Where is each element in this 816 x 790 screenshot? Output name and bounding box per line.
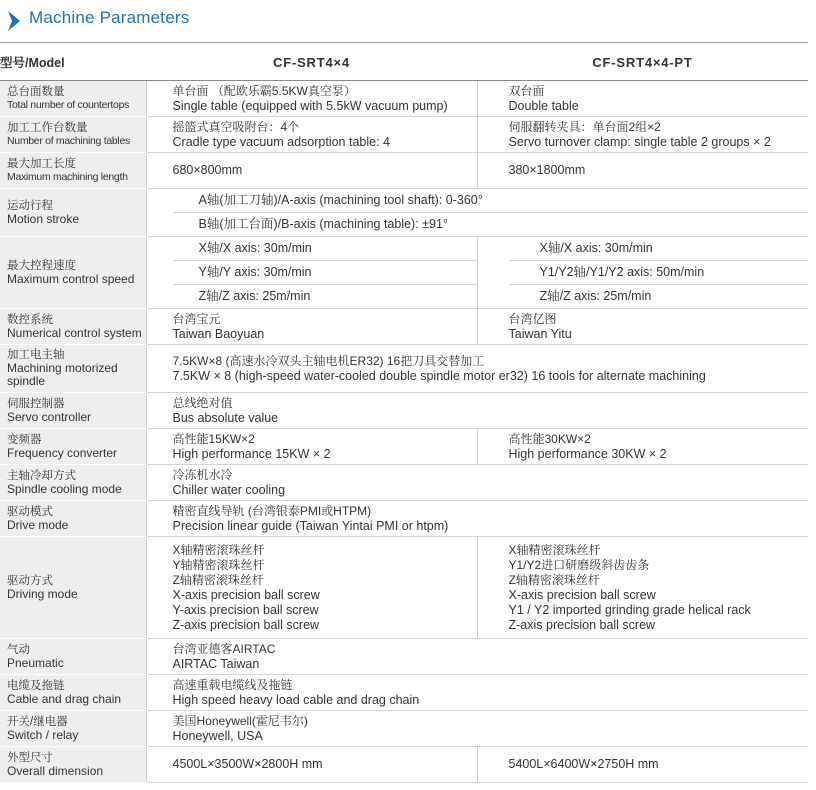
row-label: 开关/继电器 Switch / relay [0,711,146,747]
table-row [0,747,808,783]
row-value: A轴(加工刀轴)/A-axis (machining tool shaft): 0-360° B轴(加工台面)/B-axis (machining table): ±91° [146,189,808,237]
model-column-2: CF-SRT4×4-PT [477,44,808,81]
model-column-1: CF-SRT4×4 [146,44,477,81]
table-row [0,189,808,237]
row-value: 冷冻机水冷 Chiller water cooling [146,465,808,501]
table-row [0,153,808,189]
row-value: 高性能15KW×2 High performance 15KW × 2 [146,429,477,465]
table-row [0,345,808,393]
chevron-right-icon [7,10,21,32]
table-row [0,429,808,465]
row-label: 外型尺寸 Overall dimension [0,747,146,783]
row-label: 伺服控制器 Servo controller [0,393,146,429]
table-row [0,465,808,501]
row-value: X轴精密滚珠丝杆 Y1/Y2进口研磨级斜齿齿条 Z轴精密滚珠丝杆 X-axis precision ball screw Y1 / Y2 imported grinding grade helical rack Z-axis precision ball screw [477,537,808,639]
row-label: 总台面数量 Total number of countertops [0,81,146,117]
table-row [0,81,808,117]
row-value: 高性能30KW×2 High performance 30KW × 2 [477,429,808,465]
row-value: X轴/X axis: 30m/min Y轴/Y axis: 30m/min Z轴/Z axis: 25m/min [146,237,477,309]
row-label: 运动行程 Motion stroke [0,189,146,237]
table-row [0,501,808,537]
row-value: 7.5KW×8 (高速水冷双头主轴电机ER32) 16把刀具交替加工 7.5KW × 8 (high-speed water-cooled double spindle motor er32) 16 tools for alternate machining [146,345,808,393]
table-row [0,237,808,309]
row-value: 380×1800mm [477,153,808,189]
model-label: 型号/Model [0,44,146,81]
row-value: 5400L×6400W×2750H mm [477,747,808,783]
row-label: 驱动模式 Drive mode [0,501,146,537]
row-value: X轴精密滚珠丝杆 Y轴精密滚珠丝杆 Z轴精密滚珠丝杆 X-axis precision ball screw Y-axis precision ball screw Z-axis precision ball screw [146,537,477,639]
parameters-table [0,44,808,783]
row-value: 美国Honeywell(霍尼韦尔) Honeywell, USA [146,711,808,747]
section-header [0,0,816,44]
row-value: 台湾亿图 Taiwan Yitu [477,309,808,345]
row-label: 变频器 Frequency converter [0,429,146,465]
row-label: 最大加工长度 Maximum machining length [0,153,146,189]
row-label: 最大控程速度 Maximum control speed [0,237,146,309]
row-label: 主轴冷却方式 Spindle cooling mode [0,465,146,501]
table-header-row [0,44,808,81]
row-value: 精密直线导轨 (台湾银泰PMI或HTPM) Precision linear guide (Taiwan Yintai PMI or htpm) [146,501,808,537]
row-value: 摇篮式真空吸附台：4个 Cradle type vacuum adsorption table: 4 [146,117,477,153]
table-row [0,639,808,675]
row-label: 加工电主轴 Machining motorized spindle [0,345,146,393]
table-row [0,675,808,711]
table-row [0,117,808,153]
row-value: 高速重载电缆线及拖链 High speed heavy load cable and drag chain [146,675,808,711]
row-value: 4500L×3500W×2800H mm [146,747,477,783]
row-value: 伺服翻转夹具：单台面2组×2 Servo turnover clamp: single table 2 groups × 2 [477,117,808,153]
row-label: 电缆及拖链 Cable and drag chain [0,675,146,711]
row-value: 680×800mm [146,153,477,189]
row-label: 加工工作台数量 Number of machining tables [0,117,146,153]
row-label: 驱动方式 Driving mode [0,537,146,639]
row-value: X轴/X axis: 30m/min Y1/Y2轴/Y1/Y2 axis: 50m/min Z轴/Z axis: 25m/min [477,237,808,309]
row-label: 数控系统 Numerical control system [0,309,146,345]
row-value: 单台面 （配欧乐霸5.5KW真空泵） Single table (equipped with 5.5kW vacuum pump) [146,81,477,117]
table-row [0,309,808,345]
table-row [0,393,808,429]
divider [0,42,808,43]
table-row [0,537,808,639]
row-value: 台湾宝元 Taiwan Baoyuan [146,309,477,345]
row-value: 双台面 Double table [477,81,808,117]
page-title: Machine Parameters [29,8,190,27]
row-value: 总线绝对值 Bus absolute value [146,393,808,429]
row-value: 台湾亚德客AIRTAC AIRTAC Taiwan [146,639,808,675]
table-row [0,711,808,747]
row-label: 气动 Pneumatic [0,639,146,675]
